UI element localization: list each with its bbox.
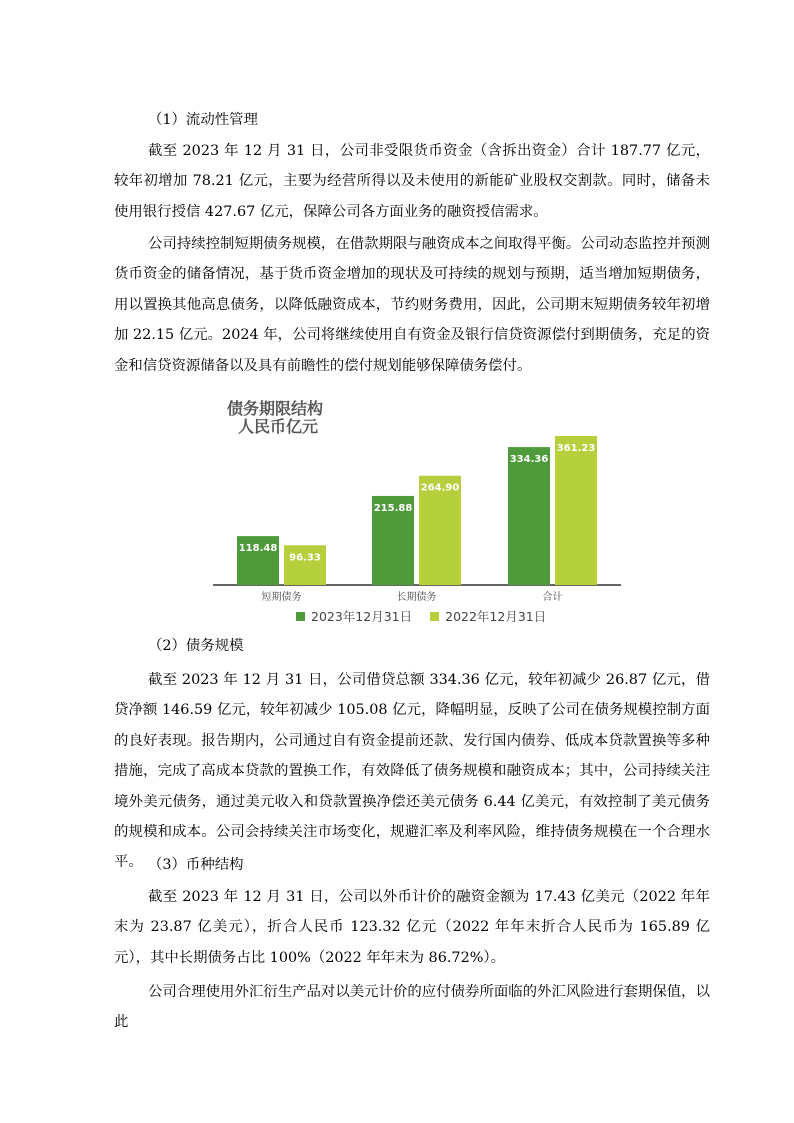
chart-subtitle: 人民币亿元 [238,417,319,436]
data-label-2-1: 361.23 [556,443,596,454]
bar-0-1 [284,545,326,585]
paragraph-currency-2: 公司合理使用外汇衍生产品对以美元计价的应付债券所面临的外汇风险进行套期保值，以此 [114,984,710,1031]
paragraph-debt-scale: 截至 2023 年 12 月 31 日，公司借贷总额 334.36 亿元，较年初减少 26.87 亿元，借贷净额 146.59 亿元，较年初减少 105.08 亿元，降幅明显，反映了公司在债务规模控制方面的良好表现。报告期内，公司通过自有资金提前还款、发行国内债券、低成本贷款置换等多种措施，完成了高成本贷款的置换工作，有效降低了债务规模和融资成本；其中，公司持续关注境外美元债务，通过美元收入和贷款置换净偿还美元债务 6.44 亿美元，有效控制了美元债务的规模和成本。公司会持续关注市场变化，规避汇率及利率风险，维持债务规模在一个合理水平。 [114,672,710,871]
chart-legend [296,607,546,625]
bar-2-0 [508,447,550,585]
paragraph-liquidity-1: 截至 2023 年 12 月 31 日，公司非受限货币资金（含拆出资金）合计 187.77 亿元，较年初增加 78.21 亿元，主要为经营所得以及未使用的新能矿业股权交割款。同时，储备未使用银行授信 427.67 亿元，保障公司各方面业务的融资授信需求。 [114,143,710,220]
data-label-1-0: 215.88 [373,502,413,514]
bar-2-1 [555,436,597,585]
paragraph-currency-1: 截至 2023 年 12 月 31 日，公司以外币计价的融资金额为 17.43 亿美元（2022 年年末为 23.87 亿美元），折合人民币 123.32 亿元（2022 年年末折合人民币为 165.89 亿元），其中长期债务占比 100%（2022 年年末为 86.72%）。 [114,889,710,966]
legend-swatch-2023 [296,612,305,621]
paragraph-liquidity-2: 公司持续控制短期债务规模，在借款期限与融资成本之间取得平衡。公司动态监控并预测货币资金的储备情况，基于货币资金增加的现状及可持续的规划与预期，适当增加短期债务，用以置换其他高息债务，以降低融资成本，节约财务费用，因此，公司期末短期债务较年初增加 22.15 亿元。2024 年，公司将继续使用自有资金及银行信贷资源偿付到期债务，充足的资金和信贷资源储备以及具有前瞻性的偿付规划能够保障债务偿付。 [114,236,710,374]
category-label-0: 短期债务 [261,592,302,603]
section-title-debt-scale: （2）债务规模 [148,638,244,654]
legend-label-2023: 2023年12月31日 [311,609,413,624]
data-label-1-1: 264.90 [420,482,460,494]
data-label-0-1: 96.33 [289,552,321,564]
category-label-1: 长期债务 [396,592,437,603]
section-title-currency: （3）币种结构 [148,857,244,873]
legend-label-2022: 2022年12月31日 [445,609,547,624]
data-label-2-0: 334.36 [509,454,549,466]
chart-title: 债务期限结构 [227,399,324,418]
data-label-0-0: 118.48 [238,543,278,555]
category-label-2: 合计 [542,592,563,603]
section-title-liquidity: （1）流动性管理 [148,112,258,128]
legend-swatch-2022 [430,612,439,621]
